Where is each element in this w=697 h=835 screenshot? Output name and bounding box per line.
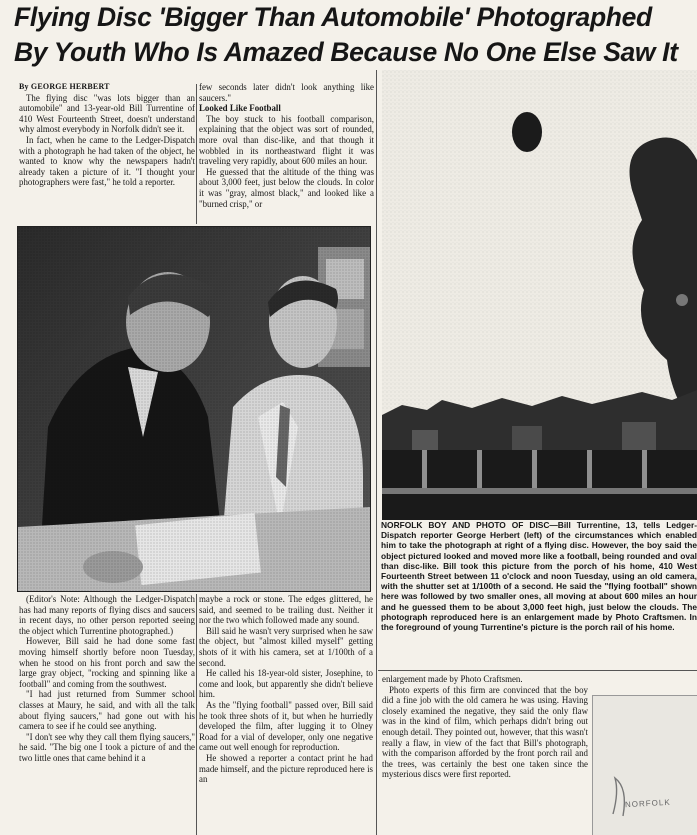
photo-caption	[381, 520, 697, 670]
paragraph: The flying disc "was lots bigger than an automobile" and 13-year-old Bill Turrentine of 410 West Fourteenth Street, doesn't understand why almost everybody in Norfolk didn't see it.	[19, 92, 195, 135]
paragraph: enlargement made by Photo Craftsmen.	[382, 674, 523, 684]
caption-divider	[378, 670, 697, 671]
adjacent-clipping-fragment	[592, 695, 697, 835]
caption-text: —Bill Turrentine, 13, tells Ledger-Dispatch reporter George Herbert (left) of the circumstances which enabled him to take the photograph at right of a flying disc. However, the boy said the object pictured looked and moved more like a football, being rounded and oval than disc-like. Bill took this picture from the porch of his home, 410 West Fourteenth Street between 11 o'clock and noon Tuesday, using an old camera, with the shutter set at 1/100th of a second. He said the "flying football" shown here was followed by two smaller ones, all moving at about 600 miles an hour and he guessed them to be about 3,000 feet high, just below the clouds. The photograph reproduced here is an enlargement made by Photo Craftsmen. In the foreground of young Turrentine's picture is the porch rail of his home.	[381, 520, 697, 633]
paragraph: "I don't see why they call them flying saucers," he said. "The big one I took a picture of and the two little ones that came behind it a	[19, 731, 195, 763]
stamp-text: NORFOLK	[624, 797, 671, 810]
flying-disc-object	[512, 112, 542, 152]
paragraph: "I had just returned from Summer school classes at Maury, he said, and with all the talk about flying saucers," had gone out with his camera to see if he could see anything.	[19, 689, 195, 732]
byline: By GEORGE HERBERT	[19, 82, 110, 91]
paragraph: (Editor's Note: Although the Ledger-Dispatch has had many reports of flying discs and saucers in recent days, no other person reported seeing the object which Turrentine photographed.)	[19, 594, 195, 636]
paragraph: The boy stuck to his football comparison, explaining that the object was sort of rounded, more oval than disc-like, and that though it wobbled in its northeastward flight it was traveling very rapidly, about 600 miles an hour.	[199, 113, 374, 167]
paragraph: He showed a reporter a contact print he had made himself, and the picture reproduced here is an	[199, 752, 373, 785]
photo-reporter-and-boy-image	[18, 227, 370, 591]
paragraph: Bill said he wasn't very surprised when he saw the object, but "almost killed myself" getting shots of it with his camera, set at 1/100th of a second.	[199, 625, 373, 668]
paragraph: In fact, when he came to the Ledger-Dispatch with a photograph he had taken of the object, he wanted to know why the newspapers hadn't already taken a picture of it. "I thought your photographers were fast," he told a reporter.	[19, 134, 195, 188]
paragraph: He called his 18-year-old sister, Josephine, to come and look, but apparently she didn't believe him.	[199, 668, 373, 700]
headline-line-1: Flying Disc 'Bigger Than Automobile' Photographed	[14, 2, 652, 32]
paragraph: few seconds later didn't look anything like saucers."	[199, 82, 374, 103]
photo-flying-disc	[382, 70, 697, 520]
article-column-3	[382, 674, 588, 835]
headline-line-2: By Youth Who Is Amazed Because No One Else Saw It	[14, 37, 678, 67]
article-column-1-top	[19, 82, 195, 227]
article-column-1-bottom	[19, 594, 195, 835]
article-column-2-bottom	[199, 594, 373, 835]
subheading: Looked Like Football	[199, 103, 281, 114]
photo-flying-disc-image	[382, 70, 697, 520]
column-divider	[196, 594, 197, 835]
column-divider	[196, 84, 197, 224]
headline	[14, 0, 697, 70]
paragraph: maybe a rock or stone. The edges glittered, he said, and seemed to be trailing dust. Neither it nor the two which followed made any sound.	[199, 594, 373, 626]
column-divider	[376, 70, 377, 835]
adjacent-clipping-scribble	[593, 696, 697, 835]
caption-lead: NORFOLK BOY AND PHOTO OF DISC	[381, 520, 550, 530]
paragraph: However, Bill said he had done some fast moving himself shortly before noon Tuesday, when he stood on his front porch and saw the large gray object, "rocking and spinning like a football" and coming from the southwest.	[19, 636, 195, 689]
article-column-2-top	[199, 82, 374, 227]
photo-reporter-and-boy	[17, 226, 371, 592]
paragraph: As the "flying football" passed over, Bill said he took three shots of it, but when he hurriedly developed the film, after lugging it to Olney Road for a vial of developer, only one negative came out well enough for reproduction.	[199, 699, 373, 753]
paragraph: Photo experts of this firm are convinced that the boy did a fine job with the old camera he was using. Having closely examined the negative, they said the only flaw was in the kind of film, which perhaps didn't bring out enough detail. They pointed out, however, that this wasn't really a flaw, in view of the fact that Bill's photograph, with the comparison afforded by the front porch rail and the trees, was certainly the best one taken since the mysterious discs were first reported.	[382, 684, 588, 780]
paragraph: He guessed that the altitude of the thing was about 3,000 feet, just below the clouds. In color it was "gray, almost black," and looked like a "burned crisp," or	[199, 166, 374, 209]
